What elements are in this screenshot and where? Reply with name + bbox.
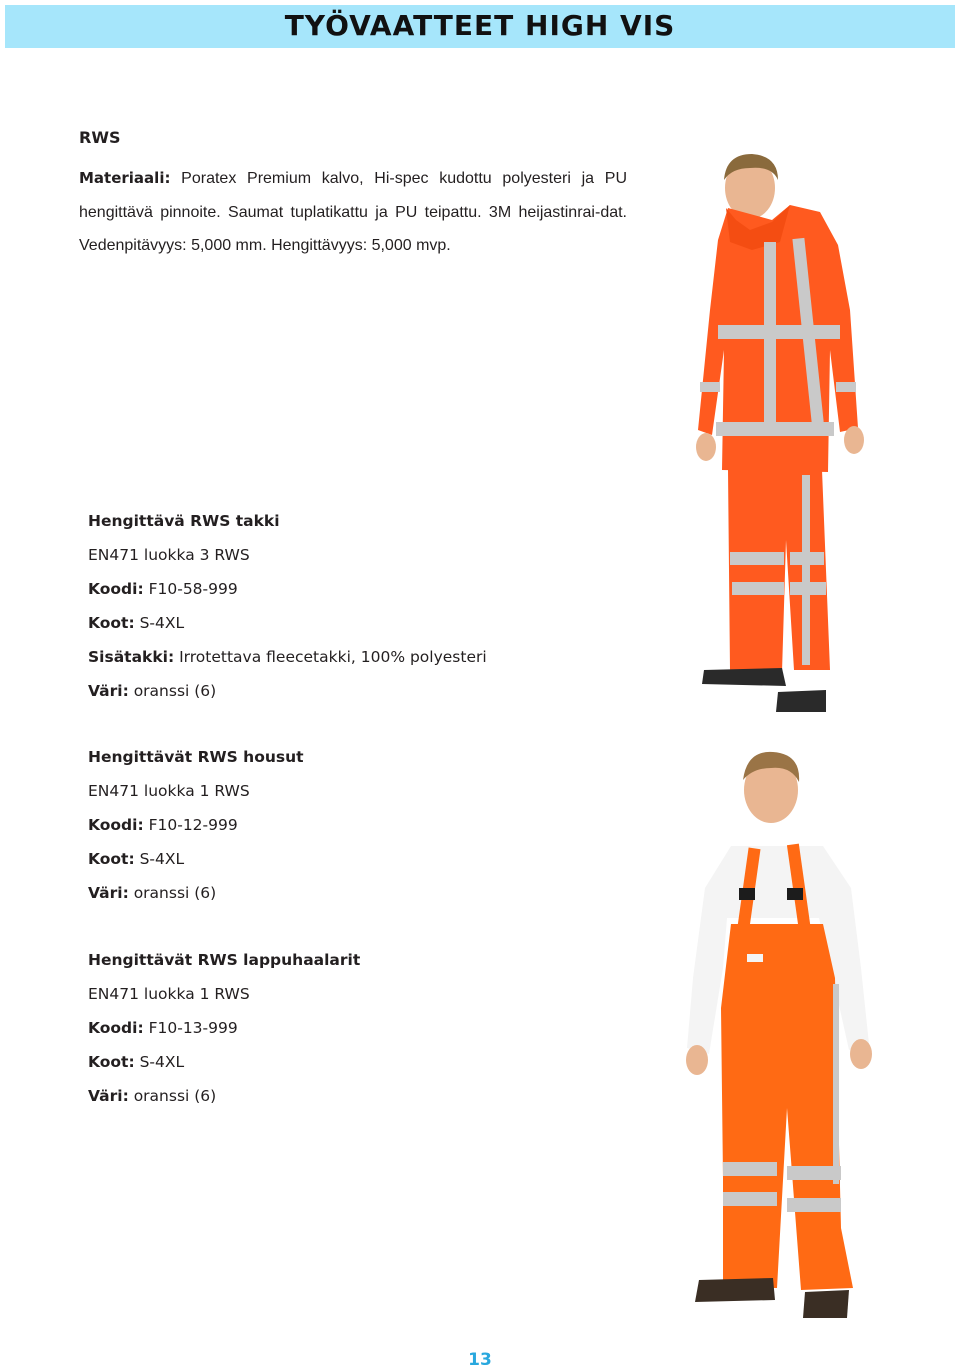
product-jacket-specs (88, 504, 548, 708)
sizes-label: Koot: (88, 1053, 135, 1071)
material-label: Materiaali: (79, 169, 171, 187)
color-label: Väri: (88, 1087, 129, 1105)
product-sizes: S-4XL (134, 1053, 185, 1071)
product-trousers-specs (88, 740, 548, 910)
product-sizes: S-4XL (134, 614, 185, 632)
product-lining: Irrotettava fleecetakki, 100% polyesteri (174, 648, 487, 666)
sizes-label: Koot: (88, 850, 135, 868)
color-label: Väri: (88, 682, 129, 700)
product-sizes: S-4XL (134, 850, 185, 868)
sizes-label: Koot: (88, 614, 135, 632)
product-name: Hengittävä RWS takki (88, 512, 280, 530)
product-color: oranssi (6) (128, 682, 217, 700)
intro-heading: RWS (79, 128, 121, 147)
page-title: TYÖVAATTEET HIGH VIS (284, 9, 676, 42)
material-description (79, 162, 627, 263)
jacket-model-photo (690, 150, 870, 715)
page-number: 13 (468, 1350, 492, 1370)
product-color: oranssi (6) (128, 1087, 217, 1105)
color-label: Väri: (88, 884, 129, 902)
product-overalls-specs (88, 943, 548, 1113)
lining-label: Sisätakki: (88, 648, 175, 666)
overalls-model-photo (683, 748, 878, 1323)
product-name: Hengittävät RWS lappuhaalarit (88, 951, 361, 969)
code-label: Koodi: (88, 816, 144, 834)
material-text: Poratex Premium kalvo, Hi-spec kudottu polyesteri ja PU hengittävä pinnoite. Saumat tuplatikattu ja PU teipattu. 3M heijastinrai-dat. Vedenpitävyys: 5,000 mm. Hengittävyys: 5,000 mvp. (79, 170, 627, 254)
product-color: oranssi (6) (128, 884, 217, 902)
product-code: F10-13-999 (143, 1019, 238, 1037)
product-standard: EN471 luokka 3 RWS (88, 546, 250, 564)
code-label: Koodi: (88, 1019, 144, 1037)
product-name: Hengittävät RWS housut (88, 748, 304, 766)
product-standard: EN471 luokka 1 RWS (88, 782, 250, 800)
product-code: F10-58-999 (143, 580, 238, 598)
code-label: Koodi: (88, 580, 144, 598)
product-standard: EN471 luokka 1 RWS (88, 985, 250, 1003)
intro-section (79, 128, 627, 263)
product-code: F10-12-999 (143, 816, 238, 834)
